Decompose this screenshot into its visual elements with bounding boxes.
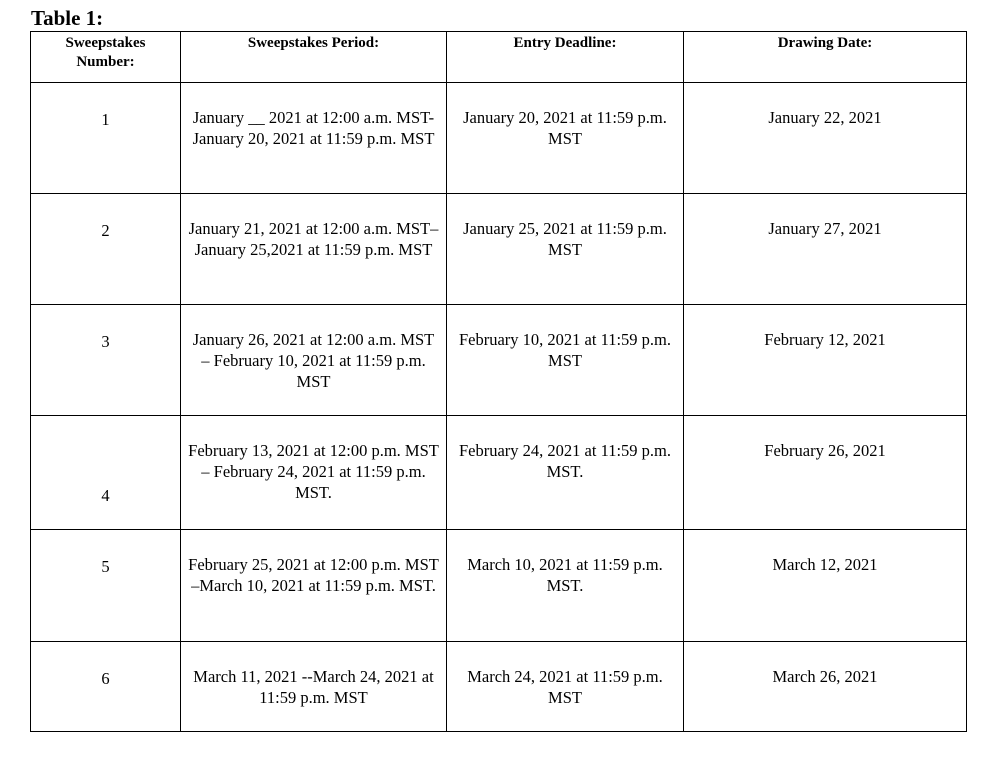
cell-deadline: January 20, 2021 at 11:59 p.m. MST xyxy=(447,83,684,194)
table-row xyxy=(31,416,967,530)
table-header-row xyxy=(31,32,967,83)
table-row xyxy=(31,530,967,642)
cell-number: 6 xyxy=(31,642,181,732)
cell-number: 4 xyxy=(31,416,181,530)
cell-period: February 25, 2021 at 12:00 p.m. MST –March 10, 2021 at 11:59 p.m. MST. xyxy=(181,530,447,642)
cell-deadline: February 24, 2021 at 11:59 p.m. MST. xyxy=(447,416,684,530)
cell-number: 1 xyxy=(31,83,181,194)
header-sweepstakes-period: Sweepstakes Period: xyxy=(181,32,447,83)
cell-number: 2 xyxy=(31,194,181,305)
table-row xyxy=(31,305,967,416)
cell-drawing-date: January 22, 2021 xyxy=(684,83,967,194)
cell-drawing-date: March 12, 2021 xyxy=(684,530,967,642)
header-drawing-date: Drawing Date: xyxy=(684,32,967,83)
header-entry-deadline: Entry Deadline: xyxy=(447,32,684,83)
cell-drawing-date: January 27, 2021 xyxy=(684,194,967,305)
cell-period: March 11, 2021 --March 24, 2021 at 11:59 p.m. MST xyxy=(181,642,447,732)
cell-period: January 26, 2021 at 12:00 a.m. MST – February 10, 2021 at 11:59 p.m. MST xyxy=(181,305,447,416)
cell-period: January __ 2021 at 12:00 a.m. MST- January 20, 2021 at 11:59 p.m. MST xyxy=(181,83,447,194)
cell-number: 3 xyxy=(31,305,181,416)
cell-drawing-date: March 26, 2021 xyxy=(684,642,967,732)
cell-drawing-date: February 12, 2021 xyxy=(684,305,967,416)
cell-deadline: January 25, 2021 at 11:59 p.m. MST xyxy=(447,194,684,305)
cell-period: February 13, 2021 at 12:00 p.m. MST – February 24, 2021 at 11:59 p.m. MST. xyxy=(181,416,447,530)
cell-deadline: March 24, 2021 at 11:59 p.m. MST xyxy=(447,642,684,732)
cell-deadline: March 10, 2021 at 11:59 p.m. MST. xyxy=(447,530,684,642)
cell-drawing-date: February 26, 2021 xyxy=(684,416,967,530)
table-caption: Table 1: xyxy=(31,6,104,30)
cell-deadline: February 10, 2021 at 11:59 p.m. MST xyxy=(447,305,684,416)
sweepstakes-table xyxy=(30,31,967,732)
cell-number: 5 xyxy=(31,530,181,642)
table-row xyxy=(31,642,967,732)
header-sweepstakes-number: Sweepstakes Number: xyxy=(31,32,181,83)
table-row xyxy=(31,83,967,194)
cell-period: January 21, 2021 at 12:00 a.m. MST– January 25,2021 at 11:59 p.m. MST xyxy=(181,194,447,305)
table-row xyxy=(31,194,967,305)
